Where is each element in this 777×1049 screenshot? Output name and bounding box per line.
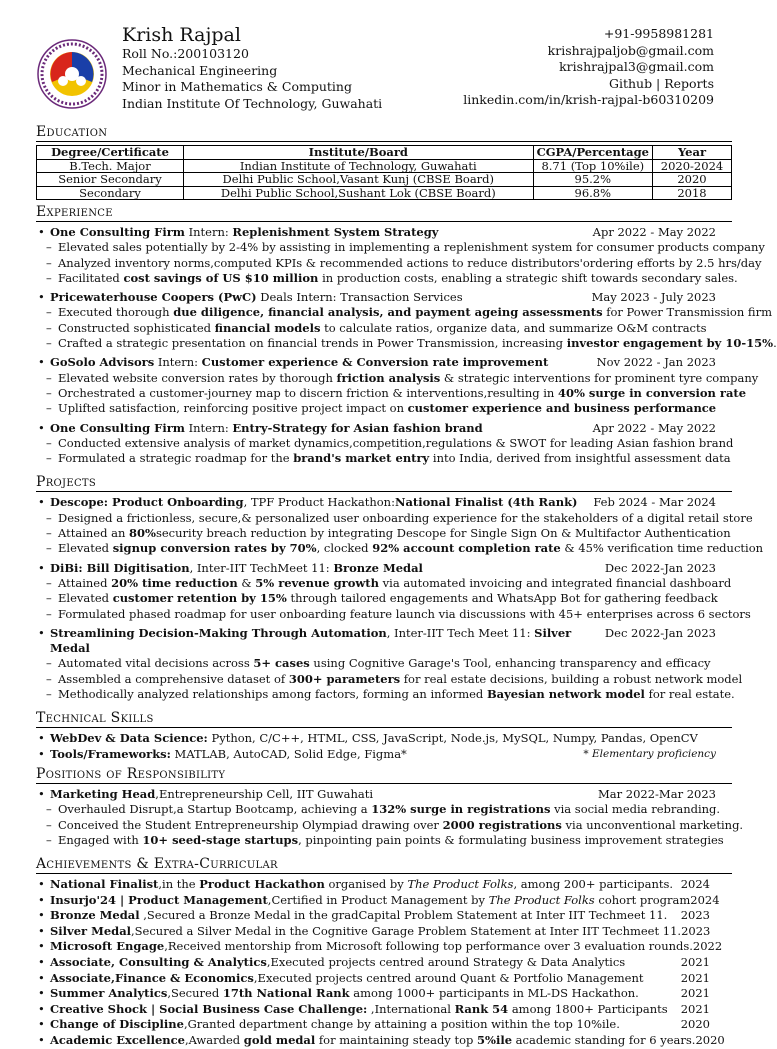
achievement-row <box>36 877 732 893</box>
achievement-row <box>36 955 732 971</box>
experience-section <box>36 200 777 470</box>
entry-date: May 2023 - July 2023 <box>591 290 716 305</box>
entry-point <box>36 451 732 466</box>
entry-role-prefix: , Inter-IIT TechMeet 11: <box>189 560 334 575</box>
point-text: 20% time reduction <box>111 575 238 590</box>
entry-role-prefix: , Inter-IIT Tech Meet 11: <box>386 625 535 640</box>
roll-number: Roll No.:200103120 <box>122 46 249 61</box>
entry-point <box>36 385 747 401</box>
point-text: signup conversion rates by 70% <box>112 541 317 556</box>
point-text: 10+ seed-stage startups <box>142 832 299 847</box>
entry-point <box>36 240 765 255</box>
por-list <box>36 786 744 852</box>
entry-point <box>36 833 732 848</box>
entry <box>36 225 765 286</box>
achievement-year: 2023 <box>681 923 711 938</box>
point-text: 2000 registrations <box>442 817 562 832</box>
entry-date: Mar 2022-Mar 2023 <box>598 786 716 801</box>
entry-date: Nov 2022 - Jan 2023 <box>596 355 716 370</box>
entry-title <box>50 787 373 802</box>
entry <box>36 421 732 467</box>
point-text: brand's market entry <box>293 451 430 466</box>
entry-point <box>36 270 738 286</box>
entry-header <box>36 787 732 802</box>
point-text: in production costs, enabling a strategic shift towards secondary sales. <box>318 270 738 285</box>
email-link-2[interactable]: krishrajpal3@gmail.com <box>559 59 714 74</box>
table-cell: Secondary <box>37 186 184 200</box>
achievements-section <box>36 852 732 1049</box>
achievement-segment: Product Hackathon <box>199 877 325 892</box>
table-row <box>37 186 732 200</box>
entry-org: Descope: Product Onboarding <box>50 495 244 510</box>
achievement-segment: academic standing for 6 years. <box>512 1033 696 1048</box>
experience-title: Experience <box>36 200 732 222</box>
achievement-segment: Associate, Consulting & Analytics <box>50 955 267 970</box>
table-cell: Delhi Public School,Sushant Lok (CBSE Board) <box>184 186 534 200</box>
achievement-text <box>50 1002 668 1018</box>
skills-section <box>36 706 732 762</box>
skill-label: WebDev & Data Science: <box>50 731 208 746</box>
skill-value: Python, C/C++, HTML, CSS, JavaScript, Node.js, MySQL, Numpy, Pandas, OpenCV <box>207 731 698 746</box>
entry-point <box>36 656 732 671</box>
table-header: Year <box>653 146 732 160</box>
point-text: Assembled a comprehensive dataset of <box>58 671 289 686</box>
entry-role-prefix: Intern: <box>184 420 233 435</box>
achievement-year: 2020 <box>680 1017 710 1032</box>
table-header: Degree/Certificate <box>37 146 184 160</box>
point-text: investor engagement by 10-15% <box>566 336 774 351</box>
table-row <box>37 159 732 173</box>
point-text: Methodically analyzed relationships among factors, forming an informed <box>58 687 487 702</box>
skill-label: Tools/Frameworks: <box>50 746 171 761</box>
entry-date: Apr 2022 - May 2022 <box>592 420 716 435</box>
entry-point <box>36 671 743 687</box>
point-text: Constructed sophisticated <box>58 320 215 335</box>
entry-title <box>50 355 548 370</box>
table-cell: Delhi Public School,Vasant Kunj (CBSE Board) <box>184 173 534 187</box>
achievement-segment: 5%ile <box>477 1033 513 1048</box>
point-text: via automated invoicing and integrated financial dashboard <box>378 575 732 590</box>
achievement-row <box>36 939 732 955</box>
education-title: Education <box>36 120 732 142</box>
point-text: 132% surge in registrations <box>371 802 551 817</box>
projects-title: Projects <box>36 470 732 492</box>
achievement-segment: ,Secured a Bronze Medal in the gradCapital Problem Statement at Inter IIT Techmeet 11. <box>139 908 668 923</box>
point-text: Attained an <box>58 526 130 541</box>
achievement-segment: ,Awarded <box>184 1033 244 1048</box>
point-text: for real estate decisions, building a robust network model <box>400 671 743 686</box>
email-link-1[interactable]: krishrajpaljob@gmail.com <box>547 42 714 58</box>
point-text: . <box>773 336 777 351</box>
entry-role-prefix: ,Entrepreneurship Cell, IIT Guwahati <box>155 786 373 801</box>
achievement-row <box>36 908 732 924</box>
achievement-segment: Change of Discipline <box>50 1017 184 1032</box>
entry-point <box>36 606 751 622</box>
link-separator: | <box>652 75 665 91</box>
achievement-segment: among 1000+ participants in ML-DS Hackathon. <box>349 986 639 1001</box>
entry-role: Customer experience & Conversion rate improvement <box>201 355 549 370</box>
achievement-text <box>50 971 644 987</box>
achievement-year: 2023 <box>680 908 710 923</box>
point-text: 300+ parameters <box>288 671 401 686</box>
entry <box>36 495 764 556</box>
entry-org: Streamlining Decision-Making Through Automation <box>50 625 387 640</box>
point-text: Engaged with <box>58 832 143 847</box>
entry-header <box>36 355 732 370</box>
achievement-segment: ,Certified in Product Management by <box>267 892 489 907</box>
entry-point <box>36 817 744 833</box>
entry-role-prefix: , TPF Product Hackathon: <box>243 495 395 510</box>
table-cell: 95.2% <box>533 173 652 187</box>
point-text: Crafted a strategic presentation on financial trends in Power Transmission, increasing <box>58 336 567 351</box>
table-cell: 2020-2024 <box>653 159 732 173</box>
education-table <box>36 145 732 200</box>
por-section <box>36 762 744 852</box>
entry-title <box>50 290 463 305</box>
achievement-year: 2021 <box>680 970 710 985</box>
point-text: cost savings of US $10 million <box>123 270 319 285</box>
achievement-segment: Summer Analytics <box>50 986 168 1001</box>
point-text: customer experience and business performance <box>407 401 717 416</box>
achievement-segment: , among 200+ participants. <box>513 877 674 892</box>
achievement-row <box>36 986 732 1002</box>
achievement-text <box>50 1017 620 1033</box>
resume-page <box>36 24 777 1049</box>
point-text: security breach reduction by integrating Descope for Single Sign On & Multifactor Authentication <box>155 526 731 541</box>
iit-guwahati-logo-icon <box>36 38 108 110</box>
entry-point <box>36 576 732 591</box>
achievement-row <box>36 1017 732 1033</box>
point-text: Elevated website conversion rates by thorough <box>58 370 337 385</box>
entry-point <box>36 591 732 606</box>
achievement-year: 2024 <box>690 892 720 907</box>
achievement-year: 2022 <box>692 939 723 954</box>
point-text: via social media rebranding. <box>550 802 721 817</box>
point-text: 5+ cases <box>253 656 310 671</box>
entry-point <box>36 305 772 320</box>
entry-title <box>50 561 423 576</box>
entry-title <box>50 225 438 240</box>
achievement-row <box>36 971 732 987</box>
entry-point <box>36 541 764 556</box>
por-title: Positions of Responsibility <box>36 762 732 784</box>
point-text: 92% account completion rate <box>372 541 561 556</box>
skill-note: * Elementary proficiency <box>583 747 716 760</box>
achievement-segment: ,International <box>367 1001 455 1016</box>
entry-header <box>36 626 732 657</box>
achievement-segment: ,Received mentorship from Microsoft following top performance over 3 evaluation rounds. <box>164 939 693 954</box>
achievement-segment: among 1800+ Participants <box>508 1001 668 1016</box>
projects-list <box>36 495 764 706</box>
achievement-text <box>50 893 690 909</box>
entry-point <box>36 321 732 336</box>
entry-role: Silver Medal <box>50 625 572 656</box>
achievement-segment: Academic Excellence <box>50 1033 185 1048</box>
skills-title: Technical Skills <box>36 706 732 728</box>
table-row <box>37 173 732 187</box>
point-text: friction analysis <box>336 370 441 385</box>
entry-role-prefix: Intern: <box>154 355 202 370</box>
entry-org: Marketing Head <box>50 786 156 801</box>
achievement-segment: ,in the <box>158 877 200 892</box>
table-header: Institute/Board <box>184 146 534 160</box>
achievement-segment: ,Granted department change by attaining a position within the top 10%ile. <box>183 1017 620 1032</box>
point-text: Elevated sales potentially by 2-4% by assisting in implementing a replenishment system for consumer products company <box>58 240 765 255</box>
point-text: 80% <box>129 526 156 541</box>
point-text: 40% surge in conversion rate <box>558 385 747 400</box>
table-cell: 2018 <box>653 186 732 200</box>
achievement-text <box>50 939 693 955</box>
achievement-segment: Bronze Medal <box>50 908 140 923</box>
entry-org: DiBi: Bill Digitisation <box>50 560 190 575</box>
achievement-segment: gold medal <box>243 1033 316 1048</box>
point-text: Elevated <box>58 591 113 606</box>
achievements-title: Achievements & Extra-Curricular <box>36 852 732 874</box>
achievement-year: 2024 <box>680 877 710 892</box>
achievement-segment: 17th National Rank <box>222 986 350 1001</box>
achievement-text <box>50 1033 695 1049</box>
achievement-segment: Silver Medal <box>50 923 132 938</box>
achievement-text <box>50 986 639 1002</box>
achievement-segment: Insurjo'24 | Product Management <box>50 892 268 907</box>
point-text: to calculate ratios, organize data, and summarize O&M contracts <box>320 320 707 335</box>
achievement-year: 2021 <box>680 955 710 970</box>
projects-section <box>36 470 764 706</box>
entry-point <box>36 401 732 416</box>
entry-header <box>36 225 732 240</box>
table-cell: 8.71 (Top 10%ile) <box>533 159 652 173</box>
entry-header <box>36 561 732 576</box>
point-text: due diligence, financial analysis, and payment ageing assessments <box>173 305 603 320</box>
entry-role-prefix: Intern: <box>184 225 233 239</box>
skill-value: MATLAB, AutoCAD, Solid Edge, Figma* <box>170 746 407 761</box>
point-text: Analyzed inventory norms,computed KPIs & recommended actions to reduce distributors'ordering efforts by 2.5 hrs/day <box>58 255 762 270</box>
entry-org: GoSolo Advisors <box>50 355 155 370</box>
entry-point <box>36 336 777 351</box>
point-text: & strategic interventions for prominent tyre company <box>440 370 759 385</box>
entry-point <box>36 687 735 702</box>
point-text: & 45% verification time reduction <box>560 541 764 556</box>
achievement-text <box>50 924 681 940</box>
point-text: through tailored engagements and WhatsApp Bot for gathering feedback <box>286 591 718 606</box>
achievement-segment: Microsoft Engage <box>50 939 165 954</box>
table-header: CGPA/Percentage <box>533 146 652 160</box>
experience-list <box>36 225 777 470</box>
achievement-row <box>36 893 732 909</box>
institute: Indian Institute Of Technology, Guwahati <box>122 95 383 111</box>
entry-title <box>50 495 578 510</box>
achievement-segment: for maintaining steady top <box>315 1033 478 1048</box>
entry <box>36 560 751 622</box>
point-text: Executed thorough <box>58 305 174 320</box>
point-text: Facilitated <box>58 270 124 285</box>
entry-role: Bronze Medal <box>333 560 423 575</box>
point-text: for real estate. <box>644 687 735 702</box>
point-text: Elevated <box>58 541 113 556</box>
table-cell: Senior Secondary <box>37 173 184 187</box>
table-cell: B.Tech. Major <box>37 159 184 173</box>
entry-date: Dec 2022-Jan 2023 <box>604 560 716 575</box>
entry <box>36 355 759 416</box>
candidate-name: Krish Rajpal <box>122 24 241 46</box>
achievement-segment: cohort program <box>594 892 691 907</box>
entry-point <box>36 370 759 386</box>
entry-date: Dec 2022-Jan 2023 <box>604 625 716 640</box>
point-text: Automated vital decisions across <box>58 656 254 671</box>
point-text: financial models <box>214 320 321 335</box>
achievement-segment: The Product Folks <box>488 892 595 907</box>
point-text: & <box>237 575 256 590</box>
achievement-segment: Rank 54 <box>454 1001 509 1016</box>
table-cell: 96.8% <box>533 186 652 200</box>
achievement-row <box>36 1033 732 1049</box>
achievement-segment: National Finalist <box>50 877 159 892</box>
achievement-segment: ,Secured a Silver Medal in the Cognitive Garage Problem Statement at Inter IIT Techmeet 11. <box>131 923 682 938</box>
point-text: Attained <box>58 575 112 590</box>
entry <box>36 625 743 702</box>
point-text: Orchestrated a customer-journey map to discern friction & interventions,resulting in <box>58 385 558 400</box>
entry-header <box>36 495 732 510</box>
entry-org: One Consulting Firm <box>50 225 185 239</box>
entry-point <box>36 255 762 271</box>
achievement-row <box>36 924 732 940</box>
entry <box>36 786 744 848</box>
point-text: Uplifted satisfaction, reinforcing positive project impact on <box>58 401 408 416</box>
point-text: into India, derived from insightful assessment data <box>429 451 731 466</box>
entry-role: Entry-Strategy for Asian fashion brand <box>232 420 483 435</box>
point-text: Bayesian network model <box>486 687 645 702</box>
education-section <box>36 120 732 200</box>
table-cell: 2020 <box>653 173 732 187</box>
achievement-text <box>50 955 625 971</box>
point-text: Overhauled Disrupt,a Startup Bootcamp, achieving a <box>58 802 372 817</box>
entry <box>36 290 777 351</box>
entry-point <box>36 510 753 526</box>
achievement-year: 2020 <box>695 1033 725 1048</box>
minor: Minor in Mathematics & Computing <box>122 79 352 94</box>
point-text: Conceived the Student Entrepreneurship Olympiad drawing over <box>58 817 443 832</box>
achievement-segment: ,Executed projects centred around Quant & Portfolio Management <box>253 970 644 985</box>
point-text: via unconventional marketing. <box>561 817 744 832</box>
entry-header <box>36 421 732 436</box>
entry-role: Replenishment System Strategy <box>232 225 439 239</box>
point-text: , pinpointing pain points & formulating business improvement strategies <box>298 832 724 847</box>
achievement-segment: organised by <box>324 877 408 892</box>
point-text: customer retention by 15% <box>112 591 287 606</box>
point-text: , clocked <box>316 541 373 556</box>
entry-title <box>50 421 483 436</box>
github-link[interactable]: Github <box>608 75 653 91</box>
achievement-year: 2021 <box>680 986 710 1001</box>
achievement-year: 2021 <box>680 1001 710 1016</box>
table-cell: Indian Institute of Technology, Guwahati <box>184 159 534 173</box>
achievement-segment: Associate,Finance & Economics <box>50 970 254 985</box>
point-text: for Power Transmission firm <box>602 305 772 320</box>
achievement-segment: The Product Folks <box>407 877 514 892</box>
achievement-segment: Creative Shock | Social Business Case Challenge: <box>50 1001 368 1016</box>
entry-org: Pricewaterhouse Coopers (PwC) <box>50 290 257 305</box>
entry-org: One Consulting Firm <box>50 420 185 435</box>
skill-row <box>36 747 732 762</box>
achievement-text <box>50 908 667 924</box>
point-text: Conducted extensive analysis of market dynamics,competition,regulations & SWOT for leading Asian fashion brand <box>58 435 734 450</box>
entry-header <box>36 290 732 305</box>
point-text: Designed a frictionless, secure,& personalized user onboarding experience for the stakeholders of a digital retail store <box>58 510 753 525</box>
entry-date: Apr 2022 - May 2022 <box>592 225 716 239</box>
achievement-row <box>36 1002 732 1018</box>
entry-role: National Finalist (4th Rank) <box>394 495 578 510</box>
achievement-segment: ,Executed projects centred around Strategy & Data Analytics <box>266 955 626 970</box>
skill-row <box>36 731 732 746</box>
point-text: Formulated phased roadmap for user onboarding feature launch via discussions with 45+ enterprises across 6 sectors <box>58 606 751 621</box>
achievements-list <box>36 877 732 1049</box>
entry-point <box>36 802 732 817</box>
achievement-segment: ,Secured <box>167 986 223 1001</box>
entry-role-prefix: Deals Intern: Transaction Services <box>256 290 463 305</box>
phone-number: +91-9958981281 <box>603 26 714 41</box>
entry-title <box>50 626 605 657</box>
entry-point <box>36 436 732 451</box>
linkedin-link[interactable]: linkedin.com/in/krish-rajpal-b60310209 <box>463 92 714 107</box>
entry-date: Feb 2024 - Mar 2024 <box>593 495 716 510</box>
point-text: 5% revenue growth <box>255 575 379 590</box>
department: Mechanical Engineering <box>122 62 278 78</box>
point-text: using Cognitive Garage's Tool, enhancing transparency and efficacy <box>309 656 711 671</box>
resume-header <box>36 24 732 120</box>
point-text: Formulated a strategic roadmap for the <box>58 451 294 466</box>
reports-link[interactable]: Reports <box>664 75 714 91</box>
entry-point <box>36 526 732 541</box>
achievement-text <box>50 877 673 893</box>
